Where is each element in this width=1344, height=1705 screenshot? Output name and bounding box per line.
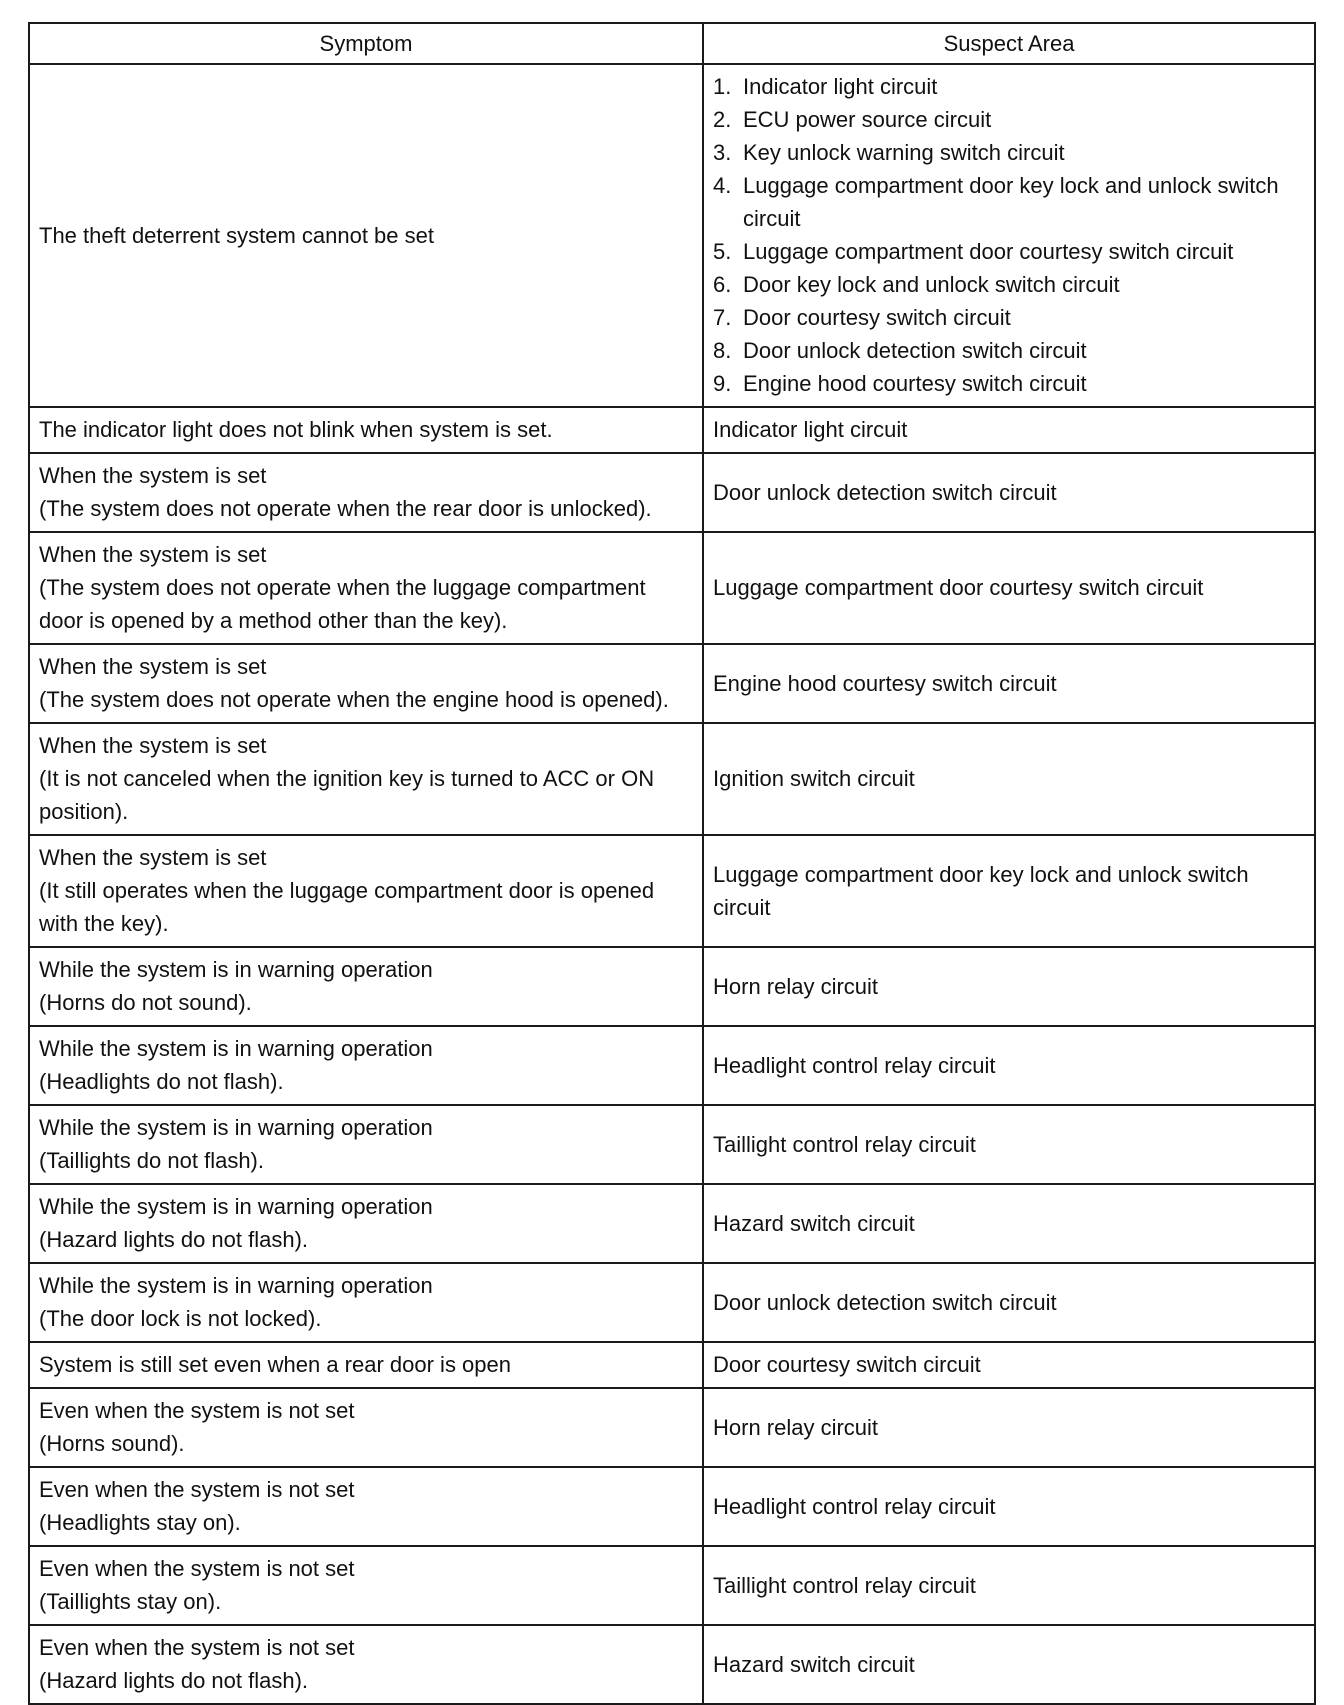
symptom-cell — [29, 1263, 703, 1342]
symptom-text-line: door is opened by a method other than the key). — [39, 608, 508, 633]
list-item-text: Luggage compartment door key lock and unlock switch circuit — [743, 173, 1279, 231]
symptom-cell — [29, 644, 703, 723]
suspect-area-text: Indicator light circuit — [713, 417, 908, 442]
suspect-area-text: Hazard switch circuit — [713, 1651, 915, 1677]
suspect-area-list — [713, 70, 1305, 400]
symptom-text-line: While the system is in warning operation — [39, 1115, 433, 1140]
symptom-cell — [29, 1625, 703, 1704]
table-row — [29, 723, 1315, 835]
table-row — [29, 64, 1315, 407]
symptom-cell — [29, 723, 703, 835]
list-item-text: Engine hood courtesy switch circuit — [743, 371, 1087, 396]
suspect-area-list-item — [713, 367, 1305, 400]
suspect-area-text: Luggage compartment door key lock and unlock switch circuit — [713, 861, 1249, 920]
list-item-number: 7. — [713, 305, 732, 330]
suspect-area-text: Horn relay circuit — [713, 1414, 879, 1440]
table-row — [29, 1184, 1315, 1263]
list-item-number: 9. — [713, 371, 732, 396]
symptom-text-line: While the system is in warning operation — [39, 1036, 433, 1061]
symptom-text-line: (Headlights do not flash). — [39, 1069, 284, 1094]
suspect-area-text: Taillight control relay circuit — [713, 1131, 976, 1157]
suspect-area-list-item — [713, 169, 1305, 235]
symptom-cell — [29, 835, 703, 947]
table-header-row — [29, 23, 1315, 64]
suspect-area-cell — [703, 1026, 1315, 1105]
suspect-area-list-item — [713, 70, 1305, 103]
list-item-text: Door unlock detection switch circuit — [743, 338, 1087, 363]
symptom-text-line: Even when the system is not set — [39, 1556, 355, 1581]
suspect-area-list-item — [713, 235, 1305, 268]
suspect-area-cell — [703, 835, 1315, 947]
symptom-cell — [29, 1467, 703, 1546]
symptom-cell — [29, 64, 703, 407]
list-item-text: Door courtesy switch circuit — [743, 305, 1011, 330]
suspect-area-cell — [703, 1625, 1315, 1704]
table-row — [29, 407, 1315, 453]
suspect-area-cell — [703, 1184, 1315, 1263]
table-row — [29, 1026, 1315, 1105]
suspect-area-cell — [703, 407, 1315, 453]
list-item-text: Indicator light circuit — [743, 74, 938, 99]
suspect-area-text: Ignition switch circuit — [713, 766, 915, 791]
symptom-text-line: (Headlights stay on). — [39, 1510, 241, 1535]
symptom-text: The theft deterrent system cannot be set — [39, 222, 434, 248]
table-row — [29, 1105, 1315, 1184]
suspect-area-list-item — [713, 136, 1305, 169]
symptom-text-line: (The system does not operate when the luggage compartment — [39, 575, 646, 600]
suspect-area-cell — [703, 453, 1315, 532]
suspect-area-cell — [703, 1546, 1315, 1625]
suspect-area-text: Headlight control relay circuit — [713, 1052, 996, 1078]
symptom-cell — [29, 1342, 703, 1388]
symptom-column-header: Symptom — [29, 23, 703, 64]
list-item-number: 1. — [713, 74, 732, 99]
symptom-text-line: (Taillights do not flash). — [39, 1148, 264, 1173]
suspect-area-cell — [703, 64, 1315, 407]
table-row — [29, 1625, 1315, 1704]
suspect-area-text: Taillight control relay circuit — [713, 1572, 976, 1598]
suspect-area-text: Luggage compartment door courtesy switch circuit — [713, 575, 1204, 600]
symptom-text-line: (It still operates when the luggage compartment door is opened — [39, 878, 655, 903]
symptom-text-line: with the key). — [39, 911, 169, 936]
suspect-area-list-item — [713, 103, 1305, 136]
symptom-cell — [29, 1105, 703, 1184]
table-row — [29, 453, 1315, 532]
symptom-text-line: (Hazard lights do not flash). — [39, 1668, 309, 1693]
suspect-area-text: Door unlock detection switch circuit — [713, 479, 1057, 505]
suspect-area-list-item — [713, 334, 1305, 367]
symptom-text-line: Even when the system is not set — [39, 1398, 355, 1423]
symptom-text-line: Even when the system is not set — [39, 1635, 355, 1660]
suspect-area-text: Horn relay circuit — [713, 973, 879, 999]
symptom-text-line: position). — [39, 799, 129, 824]
table-row — [29, 1388, 1315, 1467]
symptom-text-line: (Horns do not sound). — [39, 990, 252, 1015]
symptom-cell — [29, 407, 703, 453]
suspect-area-cell — [703, 947, 1315, 1026]
list-item-number: 6. — [713, 272, 732, 297]
symptom-cell — [29, 532, 703, 644]
symptom-text-line: When the system is set — [39, 654, 267, 679]
symptom-text-line: (Taillights stay on). — [39, 1589, 222, 1614]
suspect-area-list-item — [713, 301, 1305, 334]
symptom-text-line: (It is not canceled when the ignition key is turned to ACC or ON — [39, 766, 655, 791]
list-item-text: Luggage compartment door courtesy switch circuit — [743, 239, 1234, 264]
table-row — [29, 1467, 1315, 1546]
suspect-area-cell — [703, 1342, 1315, 1388]
suspect-area-cell — [703, 532, 1315, 644]
suspect-area-cell — [703, 1388, 1315, 1467]
symptom-cell — [29, 453, 703, 532]
list-item-number: 2. — [713, 107, 732, 132]
list-item-text: Door key lock and unlock switch circuit — [743, 272, 1120, 297]
symptom-text-line: System is still set even when a rear door is open — [39, 1352, 512, 1377]
troubleshooting-table — [28, 22, 1316, 1705]
suspect-area-text: Door courtesy switch circuit — [713, 1352, 981, 1377]
suspect-area-text: Door unlock detection switch circuit — [713, 1289, 1057, 1315]
symptom-text-line: (The system does not operate when the engine hood is opened). — [39, 687, 669, 712]
symptom-cell — [29, 1184, 703, 1263]
suspect-area-cell — [703, 1467, 1315, 1546]
suspect-area-cell — [703, 1263, 1315, 1342]
table-row — [29, 532, 1315, 644]
table-row — [29, 1342, 1315, 1388]
symptom-cell — [29, 1546, 703, 1625]
suspect-area-text: Headlight control relay circuit — [713, 1493, 996, 1519]
symptom-cell — [29, 1026, 703, 1105]
list-item-number: 5. — [713, 239, 732, 264]
suspect-area-text: Hazard switch circuit — [713, 1210, 915, 1236]
table-row — [29, 835, 1315, 947]
table-row — [29, 1263, 1315, 1342]
symptom-text-line: (The system does not operate when the rear door is unlocked). — [39, 496, 652, 521]
table-body — [29, 64, 1315, 1704]
symptom-text-line: While the system is in warning operation — [39, 957, 433, 982]
symptom-cell — [29, 1388, 703, 1467]
list-item-text: Key unlock warning switch circuit — [743, 140, 1065, 165]
suspect-area-column-header: Suspect Area — [703, 23, 1315, 64]
symptom-text-line: While the system is in warning operation — [39, 1194, 433, 1219]
symptom-text-line: While the system is in warning operation — [39, 1273, 433, 1298]
symptom-text-line: When the system is set — [39, 463, 267, 488]
symptom-text-line: (The door lock is not locked). — [39, 1306, 322, 1331]
table-row — [29, 1546, 1315, 1625]
symptom-text-line: (Horns sound). — [39, 1431, 185, 1456]
symptom-text-line: Even when the system is not set — [39, 1477, 355, 1502]
symptom-text-line: The indicator light does not blink when system is set. — [39, 417, 553, 442]
symptom-cell — [29, 947, 703, 1026]
symptom-text-line: When the system is set — [39, 845, 267, 870]
suspect-area-list-item — [713, 268, 1305, 301]
suspect-area-cell — [703, 723, 1315, 835]
list-item-number: 3. — [713, 140, 732, 165]
list-item-text: ECU power source circuit — [743, 107, 992, 132]
symptom-text-line: (Hazard lights do not flash). — [39, 1227, 309, 1252]
list-item-number: 4. — [713, 173, 732, 198]
suspect-area-text: Engine hood courtesy switch circuit — [713, 670, 1057, 696]
symptom-text-line: When the system is set — [39, 733, 267, 758]
suspect-area-cell — [703, 1105, 1315, 1184]
symptom-text-line: When the system is set — [39, 542, 267, 567]
suspect-area-cell — [703, 644, 1315, 723]
table-row — [29, 947, 1315, 1026]
table-row — [29, 644, 1315, 723]
list-item-number: 8. — [713, 338, 732, 363]
